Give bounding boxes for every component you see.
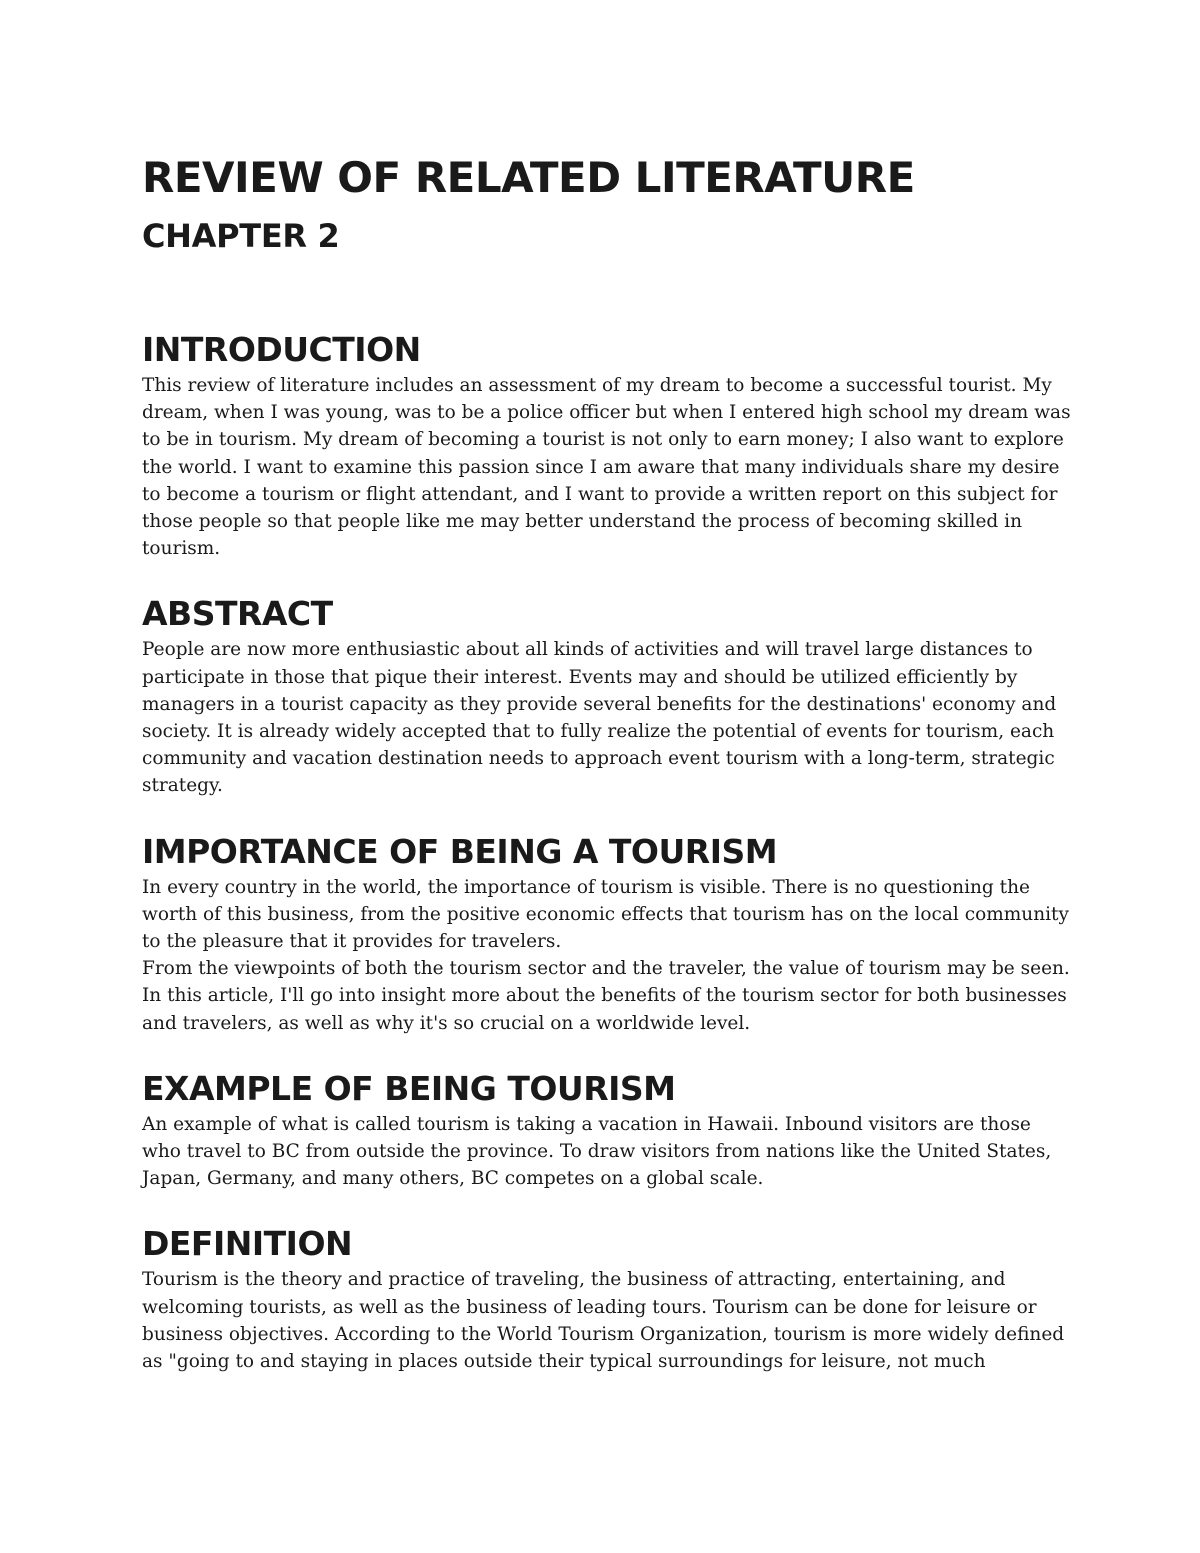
section-paragraph: This review of literature includes an assessment of my dream to become a successful tourist. My dream, when I was young, was to be a police officer but when I entered high school my dream was to be in tourism. My dream of becoming a tourist is not only to earn money; I also want to explore the world. I want to examine this passion since I am aware that many individuals share my desire to become a tourism or flight attendant, and I want to provide a written report on this subject for those people so that people like me may better understand the process of becoming skilled in tourism.	[142, 375, 1071, 560]
section-example	[142, 1067, 1072, 1193]
section-abstract	[142, 592, 1072, 799]
section-paragraph: Tourism is the theory and practice of traveling, the business of attracting, entertaining, and welcoming tourists, as well as the business of leading tours. Tourism can be done for leisure or business objectives. According to the World Tourism Organization, tourism is more widely defined as "going to and staying in places outside their typical surroundings for leisure, not much	[142, 1269, 1065, 1373]
section-introduction	[142, 328, 1072, 562]
document-subtitle: CHAPTER 2	[142, 217, 340, 255]
section-heading: IMPORTANCE OF BEING A TOURISM	[142, 831, 778, 871]
section-paragraph: People are now more enthusiastic about all kinds of activities and will travel large distances to participate in those that pique their interest. Events may and should be utilized efficiently by managers in a tourist capacity as they provide several benefits for the destinations' economy and society. It is already widely accepted that to fully realize the potential of events for tourism, each community and vacation destination needs to approach event tourism with a long-term, strategic strategy.	[142, 639, 1057, 797]
section-heading: INTRODUCTION	[142, 330, 421, 369]
document-page	[142, 150, 1072, 1375]
section-importance	[142, 830, 1072, 1037]
section-paragraph: From the viewpoints of both the tourism sector and the traveler, the value of tourism may be seen. In this article, I'll go into insight more about the benefits of the tourism sector for both businesses and travelers, as well as why it's so crucial on a worldwide level.	[142, 958, 1070, 1034]
document-title: REVIEW OF RELATED LITERATURE	[142, 153, 915, 202]
section-paragraph: An example of what is called tourism is taking a vacation in Hawaii. Inbound visitors are those who travel to BC from outside the province. To draw visitors from nations like the United States, Japan, Germany, and many others, BC competes on a global scale.	[142, 1113, 1052, 1190]
section-heading: DEFINITION	[142, 1224, 353, 1264]
section-heading: EXAMPLE OF BEING TOURISM	[142, 1068, 676, 1108]
section-paragraph: In every country in the world, the importance of tourism is visible. There is no questioning the worth of this business, from the positive economic effects that tourism has on the local community to the pleasure that it provides for travelers.	[142, 876, 1069, 953]
section-heading: ABSTRACT	[142, 594, 333, 634]
section-definition	[142, 1222, 1072, 1375]
